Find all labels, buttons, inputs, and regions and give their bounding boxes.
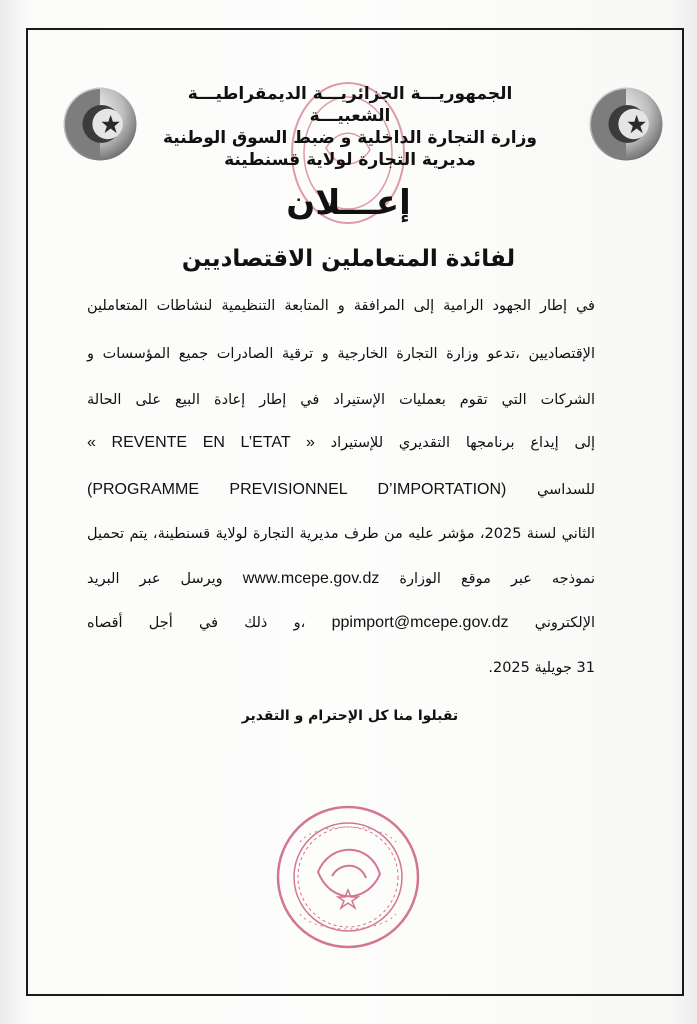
- body-line-9: 31 جويلية 2025.: [488, 660, 595, 676]
- header-block: [150, 83, 550, 171]
- body-line-7-arabic-b: ويرسل عبر البريد: [87, 571, 223, 587]
- header-directorate: مديرية التجارة لولاية قسنطينة: [224, 150, 476, 170]
- body-line-6: الثاني لسنة 2025، مؤشر عليه من طرف مديرية التجارة لولاية قسنطينة، يتم تحميل: [87, 526, 595, 542]
- algeria-emblem-icon-left: [62, 86, 138, 162]
- header-republic: الجمهوريـــة الجزائريـــة الديمقراطيـــة الشعبيـــة: [187, 84, 513, 126]
- body-line-7: [87, 570, 595, 588]
- body-line-4: [87, 434, 595, 452]
- body-line-1: في إطار الجهود الرامية إلى المرافقة و المتابعة التنظيمية لنشاطات المتعاملين: [87, 298, 595, 314]
- page-subtitle: لفائدة المتعاملين الاقتصاديين: [181, 246, 516, 272]
- programme-previsionnel: (PROGRAMME PREVISIONNEL D’IMPORTATION): [87, 481, 507, 498]
- closing-remark: تقبلوا منا كل الإحترام و التقدير: [241, 708, 459, 724]
- body-line-3: الشركات التي تقوم بعمليات الإستيراد في إطار إعادة البيع على الحالة: [87, 392, 595, 408]
- body-line-4-arabic: إلى إيداع برنامجها التقديري للإستيراد: [330, 435, 596, 451]
- body-line-5-arabic: للسداسي: [536, 482, 596, 498]
- ministry-website-link[interactable]: www.mcepe.gov.dz: [242, 570, 380, 587]
- email-link[interactable]: ppimport@mcepe.gov.dz: [331, 614, 509, 631]
- body-line-8-arabic-a: الإلكتروني: [534, 615, 596, 631]
- official-stamp-icon-bottom: [270, 802, 426, 952]
- algeria-emblem-icon-right: [588, 86, 664, 162]
- body-line-8: [87, 614, 595, 632]
- stamp-text: [0, 0, 1, 1]
- body-line-8-arabic-b: ،و ذلك في أجل أقصاه: [87, 615, 306, 631]
- body-line-5: [87, 481, 595, 499]
- page-title: إعـــلان: [286, 183, 411, 223]
- body-line-2: الإقتصاديين ،تدعو وزارة التجارة الخارجية و ترقية الصادرات جميع المؤسسات و: [87, 346, 595, 362]
- header-ministry: وزارة التجارة الداخلية و ضبط السوق الوطنية: [163, 128, 537, 148]
- revente-en-letat: « REVENTE EN L’ETAT »: [87, 434, 315, 451]
- body-line-7-arabic-a: نموذجه عبر موقع الوزارة: [399, 571, 596, 587]
